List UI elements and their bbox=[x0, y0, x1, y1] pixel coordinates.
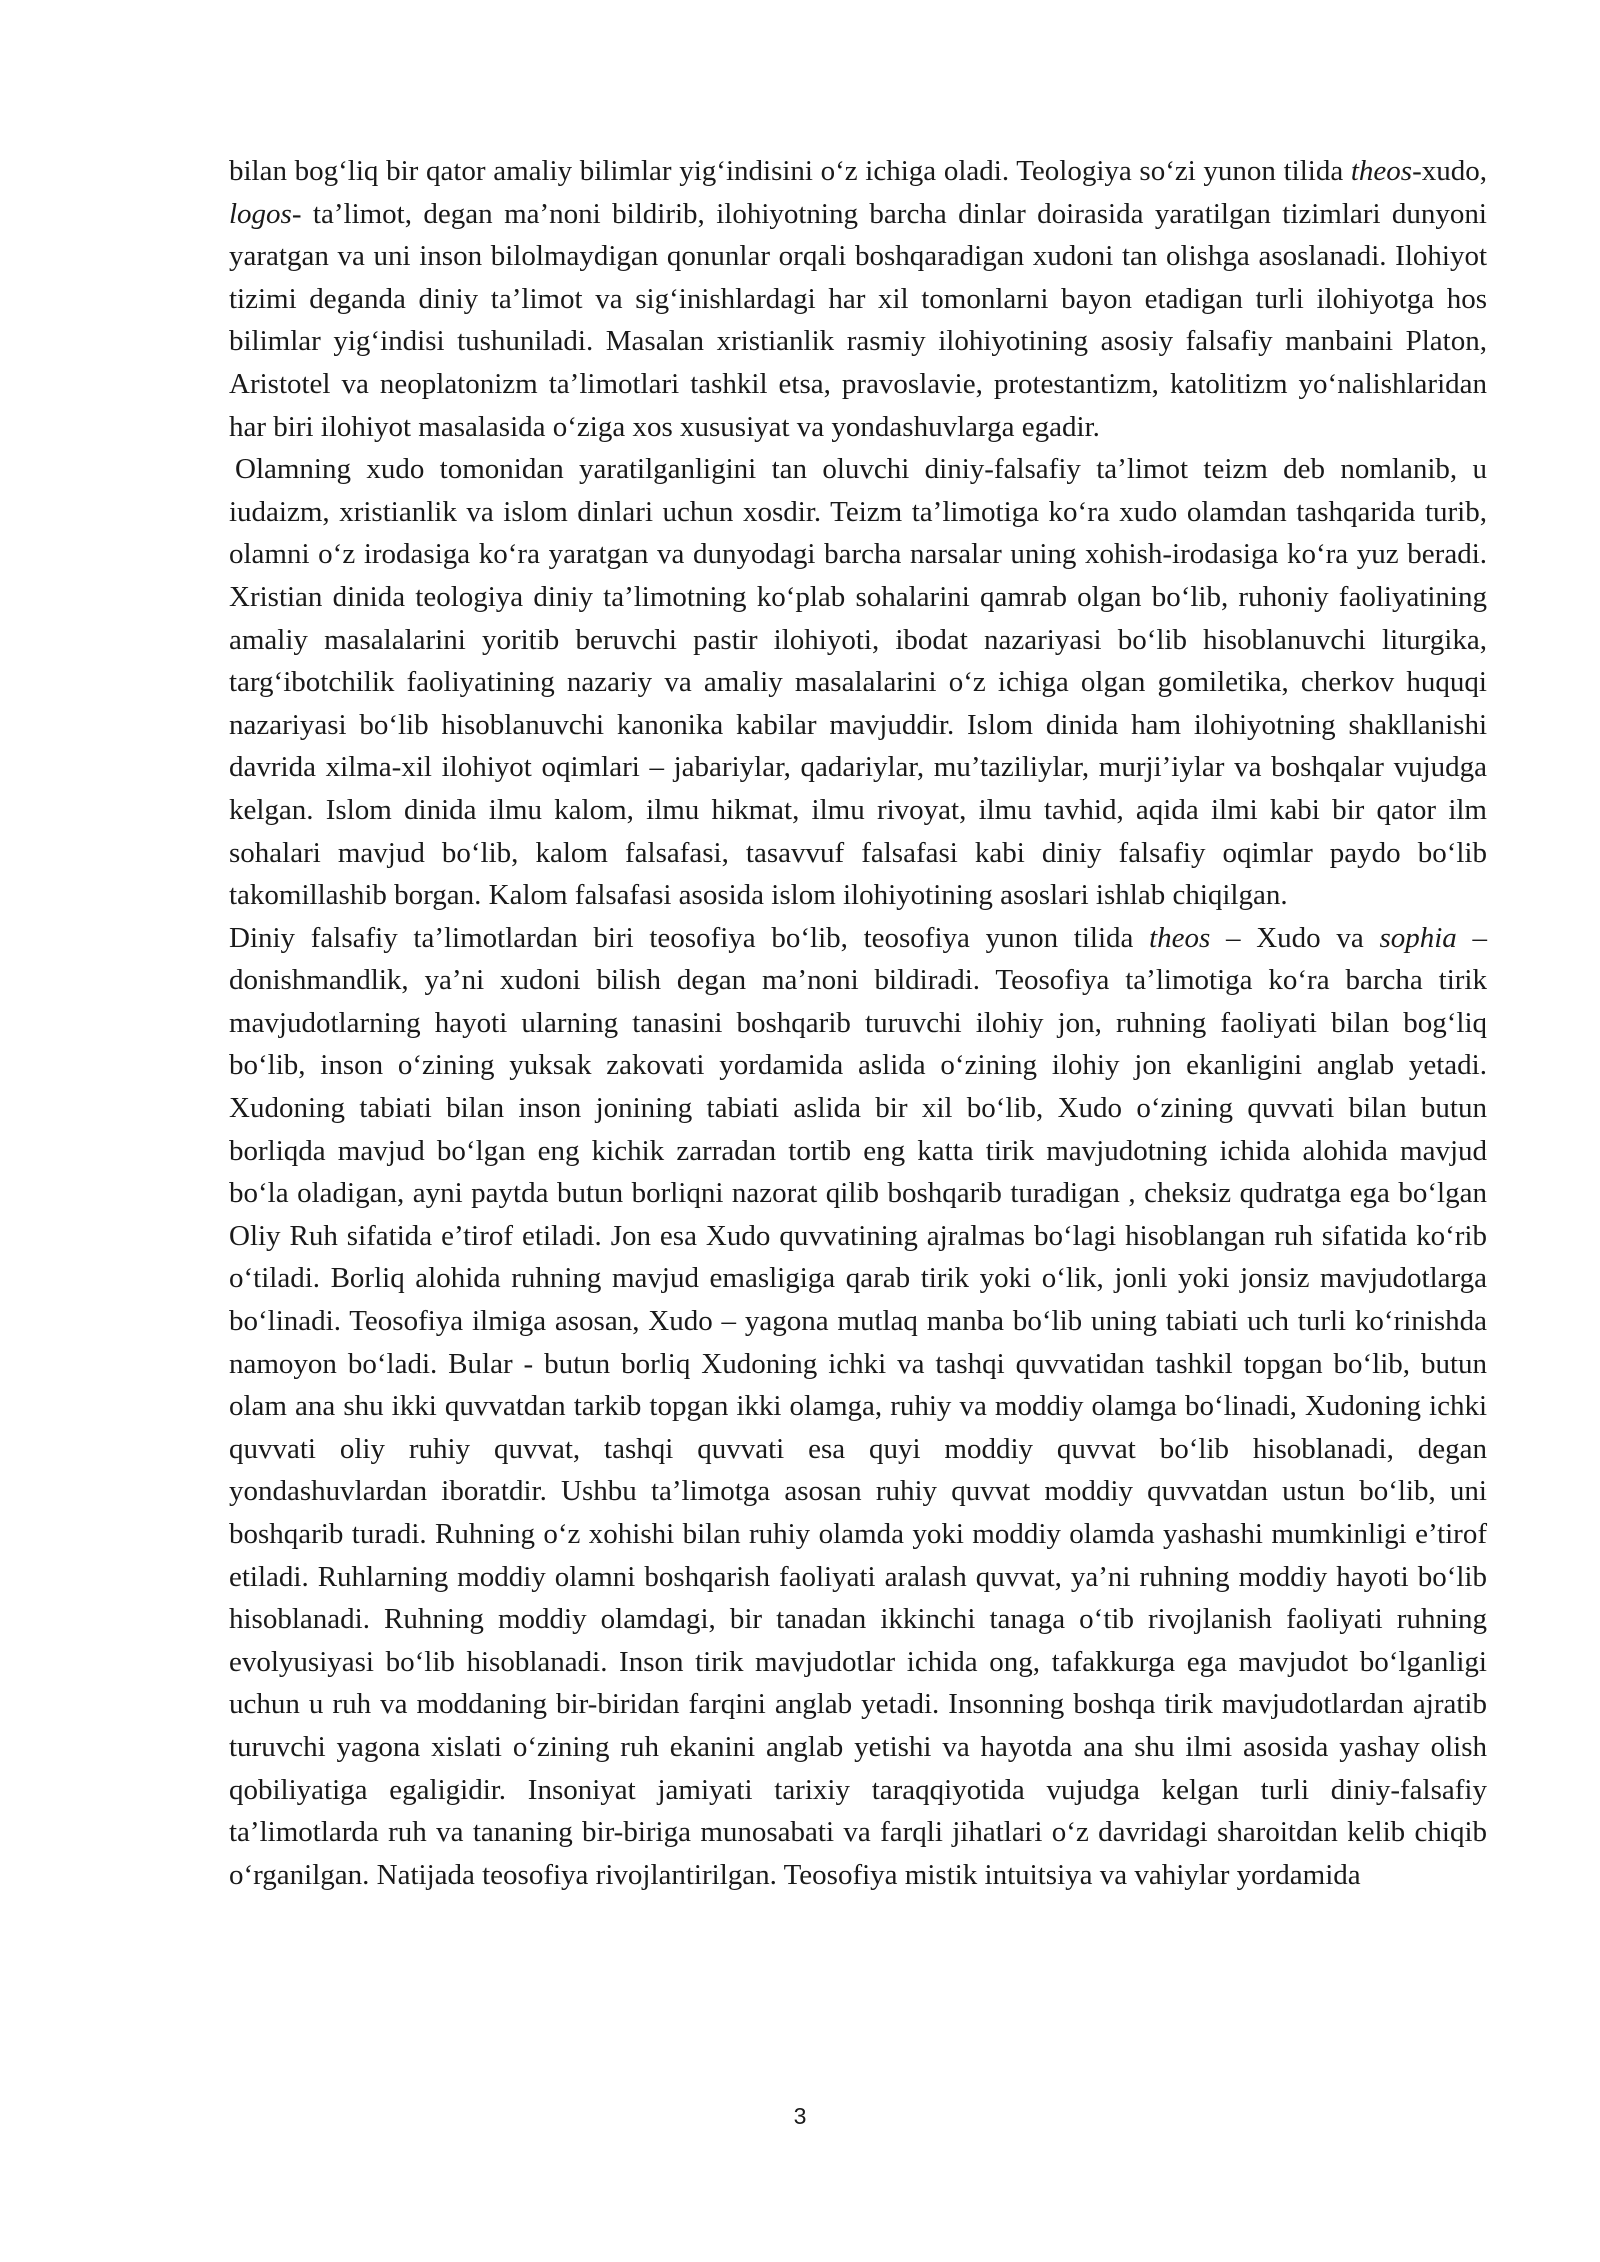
text-run: Diniy falsafiy ta’limotlardan biri teosofiya bo‘lib, teosofiya yunon tilida bbox=[229, 921, 1150, 954]
text-run: - ta’limot, degan ma’noni bildirib, ilohiyotning barcha dinlar doirasida yaratilgan tizimlari dunyoni yaratgan va uni inson bilolmaydigan qonunlar orqali boshqaradigan xudoni tan olishga asoslanadi. Ilohiyot tizimi deganda diniy ta’limot va sig‘inishlardagi har xil tomonlarni bayon etadigan turli ilohiyotga hos bilimlar yig‘indisi tushuniladi. Masalan xristianlik rasmiy ilohiyotining asosiy falsafiy manbaini Platon, Aristotel va neoplatonizm ta’limotlari tashkil etsa, pravoslavie, protestantizm, katolitizm yo‘nalishlaridan har biri ilohiyot masalasida o‘ziga xos xususiyat va yondashuvlarga egadir. bbox=[229, 197, 1487, 443]
italic-term: theos bbox=[1350, 155, 1413, 187]
document-page bbox=[229, 150, 1487, 1896]
italic-term: sophia bbox=[1379, 921, 1457, 954]
page-number: 3 bbox=[793, 2103, 807, 2129]
paragraph bbox=[229, 448, 1487, 917]
text-run: – donishmandlik, ya’ni xudoni bilish degan ma’noni bildiradi. Teosofiya ta’limotiga ko‘ra barcha tirik mavjudotlarning hayoti ularning tanasini boshqarib turuvchi ilohiy jon, ruhning faoliyati bilan bog‘liq bo‘lib, inson o‘zining yuksak zakovati yordamida aslida o‘zining ilohiy jon ekanligini anglab yetadi. Xudoning tabiati bilan inson jonining tabiati aslida bir xil bo‘lib, Xudo o‘zining quvvati bilan butun borliqda mavjud bo‘lgan eng kichik zarradan tortib eng katta tirik mavjudotning ichida alohida mavjud bo‘la oladigan, ayni paytda butun borliqni nazorat qilib boshqarib turadigan , cheksiz qudratga ega bo‘lgan Oliy Ruh sifatida e’tirof etiladi. Jon esa Xudo quvvatining ajralmas bo‘lagi hisoblangan ruh sifatida ko‘rib o‘tiladi. Borliq alohida ruhning mavjud emasligiga qarab tirik yoki o‘lik, jonli yoki jonsiz mavjudotlarga bo‘linadi. Teosofiya ilmiga asosan, Xudo – yagona mutlaq manba bo‘lib uning tabiati uch turli ko‘rinishda namoyon bo‘ladi. Bular - butun borliq Xudoning ichki va tashqi quvvatidan tashkil topgan bo‘lib, butun olam ana shu ikki quvvatdan tarkib topgan ikki olamga, ruhiy va moddiy olamga bo‘linadi, Xudoning ichki quvvati oliy ruhiy quvvat, tashqi quvvati esa quyi moddiy quvvat bo‘lib hisoblanadi, degan yondashuvlardan iboratdir. Ushbu ta’limotga asosan ruhiy quvvat moddiy quvvatdan ustun bo‘lib, uni boshqarib turadi. Ruhning o‘z xohishi bilan ruhiy olamda yoki moddiy olamda yashashi mumkinligi e’tirof etiladi. Ruhlarning moddiy olamni boshqarish faoliyati aralash quvvat, ya’ni ruhning moddiy hayoti bo‘lib hisoblanadi. Ruhning moddiy olamdagi, bir tanadan ikkinchi tanaga o‘tib rivojlanish faoliyati ruhning evolyusiyasi bo‘lib hisoblanadi. Inson tirik mavjudotlar ichida ong, tafakkurga ega mavjudot bo‘lganligi uchun u ruh va moddaning bir-biridan farqini anglab yetadi. Insonning boshqa tirik mavjudotlardan ajratib turuvchi yagona xislati o‘zining ruh ekanini anglab yetishi va hayotda ana shu ilmi asosida yashay olish qobiliyatiga egaligidir. Insoniyat jamiyati tarixiy taraqqiyotida vujudga kelgan turli diniy-falsafiy ta’limotlarda ruh va tananing bir-biriga munosabati va farqli jihatlari o‘z davridagi sharoitdan kelib chiqib o‘rganilgan. Natijada teosofiya rivojlantirilgan. Teosofiya mistik intuitsiya va vahiylar yordamida bbox=[229, 921, 1487, 1891]
text-run: -xudo, bbox=[1412, 155, 1487, 187]
text-run: Olamning xudo tomonidan yaratilganligini tan oluvchi diniy-falsafiy ta’limot teizm deb nomlanib, u iudaizm, xristianlik va islom dinlari uchun xosdir. Teizm ta’limotiga ko‘ra xudo olamdan tashqarida turib, olamni o‘z irodasiga ko‘ra yaratgan va dunyodagi barcha narsalar uning xohish-irodasiga ko‘ra yuz beradi. Xristian dinida teologiya diniy ta’limotning ko‘plab sohalarini qamrab olgan bo‘lib, ruhoniy faoliyatining amaliy masalalarini yoritib beruvchi pastir ilohiyoti, ibodat nazariyasi bo‘lib hisoblanuvchi liturgika, targ‘ibotchilik faoliyatining nazariy va amaliy masalalarini o‘z ichiga olgan gomiletika, cherkov huquqi nazariyasi bo‘lib hisoblanuvchi kanonika kabilar mavjuddir. Islom dinida ham ilohiyotning shakllanishi davrida xilma-xil ilohiyot oqimlari – jabariylar, qadariylar, mu’taziliylar, murji’iylar va boshqalar vujudga kelgan. Islom dinida ilmu kalom, ilmu hikmat, ilmu rivoyat, ilmu tavhid, aqida ilmi kabi bir qator ilm sohalari mavjud bo‘lib, kalom falsafasi, tasavvuf falsafasi kabi diniy falsafiy oqimlar paydo bo‘lib takomillashib borgan. Kalom falsafasi asosida islom ilohiyotining asoslari ishlab chiqilgan. bbox=[229, 453, 1487, 912]
italic-term: theos bbox=[1149, 921, 1211, 954]
text-run: – Xudo va bbox=[1210, 921, 1380, 954]
text-run: bilan bog‘liq bir qator amaliy bilimlar yig‘indisini o‘z ichiga oladi. Teologiya so‘zi yunon tilida bbox=[229, 155, 1351, 187]
italic-term: logos bbox=[229, 197, 292, 230]
paragraph bbox=[229, 150, 1487, 448]
paragraph bbox=[229, 917, 1487, 1897]
